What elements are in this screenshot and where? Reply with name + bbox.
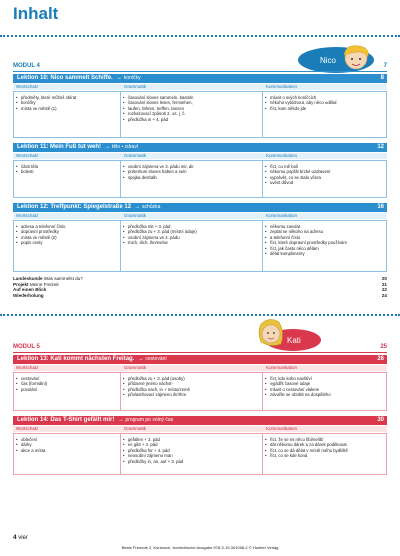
list-item: • mich, dich, ihn/es/sie bbox=[123, 240, 260, 245]
lesson-12-communication bbox=[263, 223, 387, 257]
toc-extra: Was sammelst du? bbox=[43, 276, 83, 281]
list-item: • říct, že se mi něco líbí/nelíbí bbox=[265, 437, 385, 442]
list-item: • koníčky bbox=[16, 100, 118, 105]
module4-label: MODUL 4 bbox=[13, 63, 40, 69]
list-item: • osobní zájmena ve 3. pádu mir, dir bbox=[123, 164, 260, 169]
kati-name-label: Kati bbox=[287, 336, 301, 345]
list-item: • dopravní prostředky bbox=[16, 229, 118, 234]
column-header-grammar: Grammatik bbox=[124, 84, 147, 89]
toc-row[interactable] bbox=[13, 293, 387, 299]
list-item: • zdvořile se obrátit na dospělého bbox=[265, 392, 385, 397]
lesson-11-grammar bbox=[121, 163, 262, 181]
list-item: • říct, co se dá dělat v místě mého bydliště bbox=[265, 448, 385, 453]
lesson-14-table bbox=[13, 433, 387, 475]
list-item: • dát někomu dárek a za dárek poděkovat bbox=[265, 442, 385, 447]
list-item: • časování sloves sammeln, basteln bbox=[123, 95, 260, 100]
column-header-communication: Kommunikation bbox=[266, 84, 298, 89]
column-header-words: Wortschatz bbox=[16, 365, 39, 370]
lesson-10-communication bbox=[263, 94, 387, 112]
lesson-11-words bbox=[14, 163, 120, 176]
list-item: • vyjádřit časové údaje bbox=[265, 381, 385, 386]
list-item: • říct, co mě bolí bbox=[265, 164, 385, 169]
list-item: • říct, jak často něco dělám bbox=[265, 246, 385, 251]
column-header-grammar: Grammatik bbox=[124, 365, 147, 370]
list-item: • místa ve městě (1) bbox=[16, 106, 118, 111]
page-number: 4 vier bbox=[13, 534, 28, 541]
list-item: • přivlastňovací zájmeno ihr/Ihre bbox=[123, 392, 260, 397]
lesson-14-title: Lektion 14: Das T-Shirt gefällt mir! bbox=[17, 417, 115, 423]
list-item: • někomu popřát brzké uzdravení bbox=[265, 169, 385, 174]
list-item: • vyprávět, co se stalo včera bbox=[265, 175, 385, 180]
list-item: • části těla bbox=[16, 164, 118, 169]
toc-label: Projekt bbox=[13, 281, 29, 287]
list-item: • říct, kam někdo jde bbox=[265, 106, 385, 111]
column-header-words: Wortschatz bbox=[16, 426, 39, 431]
lesson-10-title: Lektion 10: Nico sammelt Schiffe. bbox=[17, 75, 113, 81]
lesson-10-column-headers bbox=[13, 84, 387, 90]
lesson-13-title: Lektion 13: Kati kommt nächsten Freitag. bbox=[17, 356, 135, 362]
lesson-10-page: 8 bbox=[380, 75, 384, 81]
list-item: • mluvit o cestování vlakem bbox=[265, 387, 385, 392]
list-item: • uvést důvod bbox=[265, 180, 385, 185]
toc-page: 21 bbox=[381, 281, 387, 287]
module5-label: MODUL 5 bbox=[13, 344, 40, 350]
lesson-12-page: 16 bbox=[377, 204, 384, 210]
lesson-10-words bbox=[14, 94, 120, 112]
toc-label: Wiederholung bbox=[13, 292, 44, 298]
arrow-icon: → bbox=[117, 417, 124, 423]
list-item: • spojka deshalb bbox=[123, 175, 260, 180]
toc-page: 20 bbox=[381, 276, 387, 281]
lesson-10-subtitle: koníčky bbox=[123, 75, 141, 81]
list-item: • někomu zavolat bbox=[265, 224, 385, 229]
arrow-icon: → bbox=[116, 75, 123, 81]
list-item: • dárky bbox=[16, 442, 118, 447]
column-header-communication: Kommunikation bbox=[266, 153, 298, 158]
module4-page: 7 bbox=[383, 63, 387, 69]
column-header-grammar: Grammatik bbox=[124, 213, 147, 218]
list-item: • předložka nach, in + místo/země bbox=[123, 387, 260, 392]
page-title: Inhalt bbox=[13, 4, 59, 23]
lesson-11-page: 12 bbox=[377, 144, 384, 150]
column-header-grammar: Grammatik bbox=[124, 426, 147, 431]
toc-label: Auf einen Blick bbox=[13, 287, 47, 293]
list-item: • říct, kdo koho navštíví bbox=[265, 376, 385, 381]
page-number-word: vier bbox=[18, 535, 28, 541]
list-item: • dělat komplimenty bbox=[265, 251, 385, 256]
lesson-10-table bbox=[13, 91, 387, 138]
list-item: • oblečení bbox=[16, 437, 118, 442]
list-item: • říct, co se kde koná bbox=[265, 453, 385, 458]
lesson-13-subtitle: cestování bbox=[145, 356, 167, 362]
list-item: • a telefonní číslo bbox=[265, 235, 385, 240]
list-item: • gefallen + 3. pád bbox=[123, 437, 260, 442]
column-header-communication: Kommunikation bbox=[266, 213, 298, 218]
list-item: • říct, které dopravní prostředky používám bbox=[265, 240, 385, 245]
lesson-13-table bbox=[13, 372, 387, 411]
lesson-12-column-headers bbox=[13, 213, 387, 219]
list-item: • es gibt + 4. pád bbox=[123, 442, 260, 447]
list-item: • bolesti bbox=[16, 169, 118, 174]
lesson-14-subtitle: program po volný čas bbox=[125, 417, 174, 423]
lesson-12-subtitle: schůzka bbox=[142, 204, 161, 210]
lesson-14-grammar bbox=[121, 436, 262, 465]
column-header-words: Wortschatz bbox=[16, 84, 39, 89]
toc-page: 22 bbox=[381, 287, 387, 293]
column-header-words: Wortschatz bbox=[16, 153, 39, 158]
module5-header bbox=[13, 344, 387, 353]
lesson-14-words bbox=[14, 436, 120, 454]
title-divider bbox=[0, 35, 400, 37]
list-item: • předložky in, an, auf + 3. pád bbox=[123, 459, 260, 464]
list-item: • adresa a telefonní číslo bbox=[16, 224, 118, 229]
list-item: • přídavné jméno nächst- bbox=[123, 381, 260, 386]
lesson-13-grammar bbox=[121, 375, 262, 399]
lesson-11-title: Lektion 11: Mein Fuß tut weh! bbox=[17, 144, 101, 150]
toc-extra: Meine Freizeit bbox=[29, 281, 59, 287]
column-header-communication: Kommunikation bbox=[266, 365, 298, 370]
lesson-13-column-headers bbox=[13, 365, 387, 371]
list-item: • časování sloves lesen, fernsehen, bbox=[123, 100, 260, 105]
list-item: • předložka für + 4. pád bbox=[123, 448, 260, 453]
list-item: • akce a místa bbox=[16, 448, 118, 453]
footer-copyright: Beste Freunde 2, Kursbuch, tschechische Ausgabe 978-3-19-301058-2 © Hueber Verlag bbox=[121, 545, 279, 550]
list-item: • předložka mit + 3. pád bbox=[123, 224, 260, 229]
list-item: • předložka zu + 3. pád (místní údaje) bbox=[123, 229, 260, 234]
lesson-12-table bbox=[13, 220, 387, 272]
list-item: • někoho vybídnout, aby něco udělal bbox=[265, 100, 385, 105]
lesson-12-bar[interactable] bbox=[13, 203, 387, 212]
lesson-13-communication bbox=[263, 375, 387, 399]
list-item: • rozkazovací způsob 2. os. j. č. bbox=[123, 111, 260, 116]
lesson-13-page: 26 bbox=[377, 356, 384, 362]
lesson-14-column-headers bbox=[13, 426, 387, 432]
lesson-10-grammar bbox=[121, 94, 262, 123]
lesson-11-communication bbox=[263, 163, 387, 187]
lesson-11-subtitle: tělo • zdraví bbox=[112, 144, 139, 150]
column-header-communication: Kommunikation bbox=[266, 426, 298, 431]
list-item: • popis cesty bbox=[16, 240, 118, 245]
arrow-icon: → bbox=[137, 356, 144, 362]
list-item: • místa ve městě (2) bbox=[16, 235, 118, 240]
module-divider bbox=[0, 314, 400, 316]
lesson-13-words bbox=[14, 375, 120, 393]
lesson-11-column-headers bbox=[13, 153, 387, 159]
toc-label: Landeskunde bbox=[13, 276, 43, 281]
list-item: • laufen, fahren, treffen, tanzen bbox=[123, 106, 260, 111]
lesson-12-grammar bbox=[121, 223, 262, 247]
nico-name-label: Nico bbox=[320, 56, 337, 65]
toc-page: 24 bbox=[381, 292, 387, 298]
lesson-14-bar[interactable] bbox=[13, 416, 387, 425]
lesson-11-bar[interactable] bbox=[13, 143, 387, 152]
column-header-grammar: Grammatik bbox=[124, 153, 147, 158]
list-item: • osobní zájmena ve 4. pádu bbox=[123, 235, 260, 240]
module4-header bbox=[13, 63, 387, 72]
list-item: • préteritum sloves haben a sein bbox=[123, 169, 260, 174]
list-item: • předměty, které můžeš sbírat bbox=[16, 95, 118, 100]
list-item: • cestování bbox=[16, 376, 118, 381]
lesson-14-communication bbox=[263, 436, 387, 460]
arrow-icon: → bbox=[134, 204, 141, 210]
list-item: • předložka zu + 3. pád (osoby) bbox=[123, 376, 260, 381]
list-item: • předložka in + 4. pád bbox=[123, 117, 260, 122]
list-item: • povolání bbox=[16, 387, 118, 392]
lesson-10-bar[interactable] bbox=[13, 74, 387, 83]
list-item: • neosobní zájmeno man bbox=[123, 453, 260, 458]
list-item: • zeptat se někoho na adresu bbox=[265, 229, 385, 234]
lesson-12-title: Lektion 12: Treffpunkt: Spiegelstraße 12 bbox=[17, 204, 132, 210]
lesson-13-bar[interactable] bbox=[13, 355, 387, 364]
module4-extras bbox=[13, 276, 387, 298]
lesson-12-words bbox=[14, 223, 120, 247]
arrow-icon: → bbox=[104, 144, 111, 150]
lesson-14-page: 30 bbox=[377, 417, 384, 423]
column-header-words: Wortschatz bbox=[16, 213, 39, 218]
module5-page: 25 bbox=[380, 344, 387, 350]
list-item: • čas (formální) bbox=[16, 381, 118, 386]
lesson-11-table bbox=[13, 160, 387, 198]
list-item: • mluvit o svých koníčcích bbox=[265, 95, 385, 100]
